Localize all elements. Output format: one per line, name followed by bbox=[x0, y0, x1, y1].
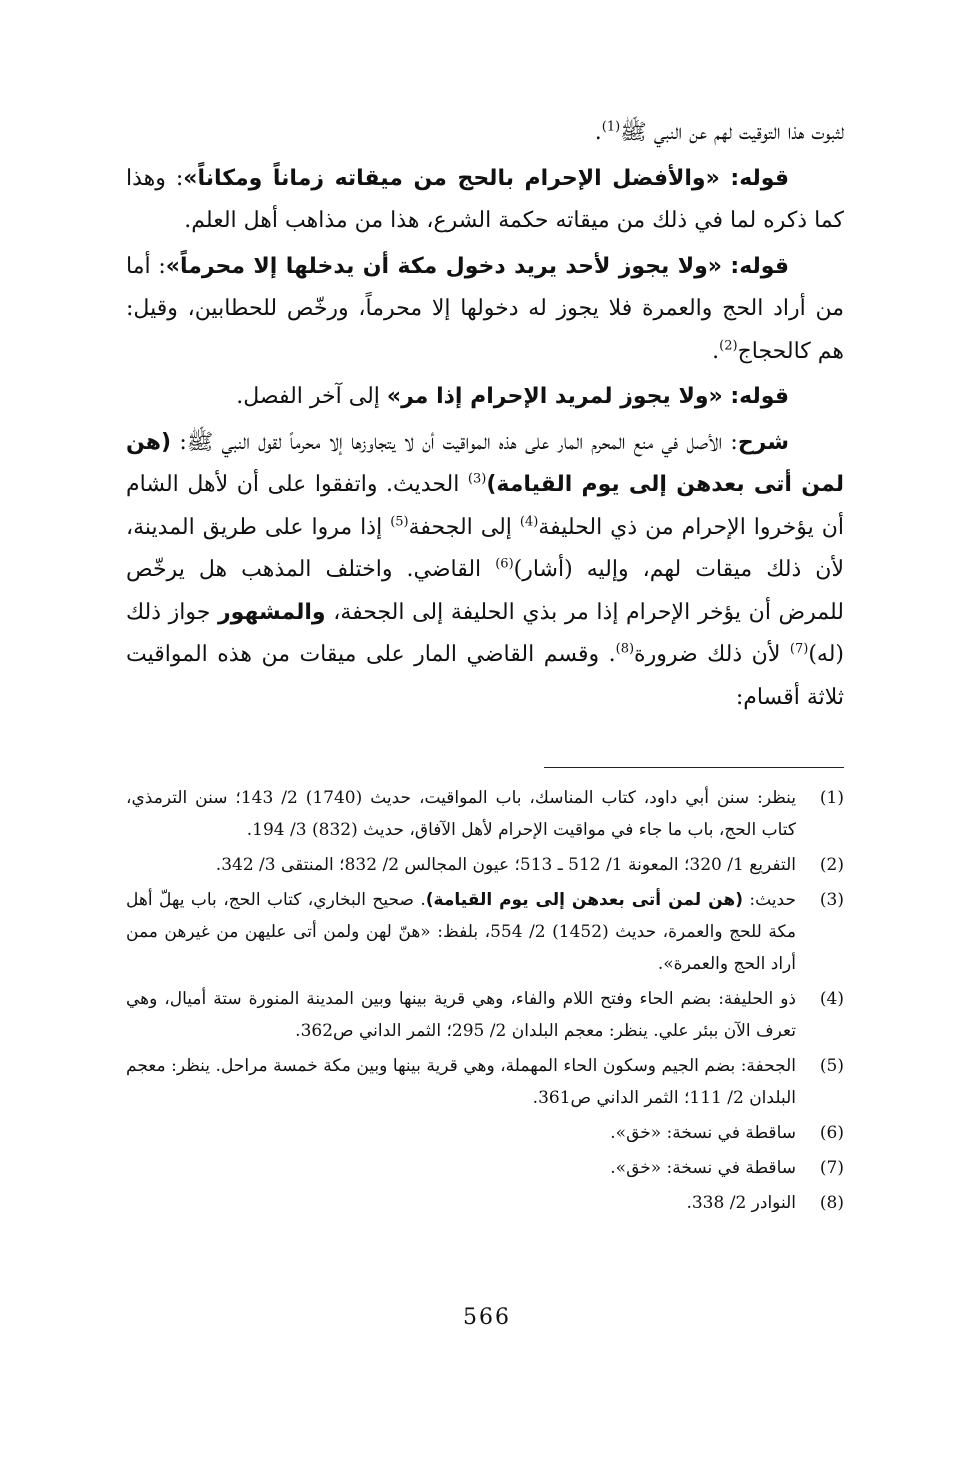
footnote-number: (7) bbox=[819, 1158, 844, 1178]
paragraph-3: قوله: «ولا يجوز لأحد يريد دخول مكة أن يدخلها إلا محرماً»: أما من أراد الحج والعمرة فلا يجوز له دخولها إلا محرماً، ورخّص للحطابين، وقيل: هم كالحجاج$^{(2)}$. bbox=[126, 253, 844, 364]
footnote-ref-2[interactable]: (2) bbox=[719, 338, 738, 354]
footnote-number: (5) bbox=[819, 1056, 844, 1076]
footnote-7 bbox=[126, 1152, 844, 1184]
footnote-text: ذو الحليفة: بضم الحاء وفتح اللام والفاء، وهي قرية بينها وبين المدينة المنورة ستة أميال، وهي تعرف الآن ببئر علي. ينظر: معجم البلدان 2/ 295؛ الثمر الداني ص362. bbox=[126, 989, 796, 1041]
footnote-ref-6[interactable]: (6) bbox=[495, 556, 514, 572]
footnote-text: ينظر: سنن أبي داود، كتاب المناسك، باب المواقيت، حديث (1740) 2/ 143؛ سنن الترمذي، كتاب الحج، باب ما جاء في مواقيت الإحرام لأهل الآفاق، حديث (832) 3/ 194. bbox=[126, 788, 797, 840]
emphasis: والمشهور bbox=[218, 599, 326, 625]
footnote-ref-7[interactable]: (7) bbox=[789, 641, 809, 657]
footnotes bbox=[126, 782, 844, 1222]
footnote-5 bbox=[126, 1050, 844, 1114]
hadith-quote: (هن لمن أتى بعدهن إلى يوم القيامة) bbox=[425, 890, 743, 910]
footnote-number: (3) bbox=[819, 890, 844, 910]
quoted-statement: قوله: «ولا يجوز لأحد يريد دخول مكة أن يدخلها إلا محرماً» bbox=[165, 253, 790, 279]
paragraph-5: شرح: الأصل في منع المحرم المار على هذه المواقيت أن لا يتجاوزها إلا محرماً لقول النبي ﷺ: (هن لمن أتى بعدهن إلى يوم القيامة)$^{(3)}$ الحديث. واتفقوا على أن لأهل الشام أن يؤخروا الإحرام من ذي الحليفة$^{(4)}$ إلى الجحفة$^{(5)}$ إذا مروا على طريق المدينة، لأن ذلك ميقات لهم، وإليه (أشار)$^{(6)}$ القاضي. واختلف المذهب هل يرخّص للمرض أن يؤخر الإحرام إذا مر بذي الحليفة إلى الجحفة، والمشهور جواز ذلك (له)$^{(7)}$ لأن ذلك ضرورة$^{(8)}$. وقسم القاضي المار على ميقات من هذه المواقيت ثلاثة أقسام: bbox=[126, 429, 844, 710]
footnote-number: (2) bbox=[819, 855, 844, 875]
footnote-text: حديث: (هن لمن أتى بعدهن إلى يوم القيامة). صحيح البخاري، كتاب الحج، باب يهلّ أهل مكة للحج والعمرة، حديث (1452) 2/ 554، بلفظ: «هنّ لهن ولمن أتى عليهن من غيرهن ممن أراد الحج والعمرة». bbox=[126, 890, 796, 974]
footnote-text: ساقطة في نسخة: «خق». bbox=[610, 1158, 796, 1178]
footnote-3 bbox=[126, 884, 844, 980]
footnote-number: (6) bbox=[819, 1123, 844, 1143]
page-number: 566 bbox=[463, 1305, 511, 1330]
footnote-text: التفريع 1/ 320؛ المعونة 1/ 512 ـ 513؛ عيون المجالس 2/ 832؛ المنتقى 3/ 342. bbox=[215, 855, 796, 875]
footnote-ref-4[interactable]: (4) bbox=[519, 514, 539, 530]
footnote-number: (8) bbox=[819, 1193, 844, 1213]
paragraph-1: لثبوت هذا التوقيت لهم عن النبي ﷺ$^{(1)}$. bbox=[594, 119, 844, 145]
footnote-4 bbox=[126, 983, 844, 1047]
footnote-ref-1[interactable]: (1) bbox=[601, 119, 621, 135]
main-text bbox=[126, 112, 844, 722]
footnote-number: (4) bbox=[819, 989, 844, 1009]
footnote-number: (1) bbox=[819, 788, 844, 808]
footnote-6 bbox=[126, 1117, 844, 1149]
commentary-label: شرح bbox=[737, 429, 789, 455]
footnote-ref-8[interactable]: (8) bbox=[615, 641, 635, 657]
footnote-text: ساقطة في نسخة: «خق». bbox=[610, 1123, 796, 1143]
footnote-1 bbox=[126, 782, 844, 846]
quoted-statement: قوله: «والأفضل الإحرام بالحج من ميقاته زماناً ومكاناً» bbox=[183, 165, 790, 191]
paragraph-4: قوله: «ولا يجوز لمريد الإحرام إذا مر» إلى آخر الفصل. bbox=[236, 384, 789, 409]
paragraph-2: قوله: «والأفضل الإحرام بالحج من ميقاته زماناً ومكاناً»: وهذا كما ذكره لما في ذلك من ميقاته حكمة الشرع، هذا من مذاهب أهل العلم. bbox=[126, 165, 844, 233]
footnote-text: النوادر 2/ 338. bbox=[686, 1193, 796, 1213]
footnote-ref-5[interactable]: (5) bbox=[390, 514, 409, 530]
footnote-8 bbox=[126, 1187, 844, 1219]
footnote-text: الجحفة: بضم الجيم وسكون الحاء المهملة، وهي قرية بينها وبين مكة خمسة مراحل. ينظر: معجم البلدان 2/ 111؛ الثمر الداني ص361. bbox=[126, 1056, 796, 1108]
footnote-2 bbox=[126, 849, 844, 881]
quoted-statement: قوله: «ولا يجوز لمريد الإحرام إذا مر» bbox=[386, 384, 789, 409]
hadith-quote: (هن لمن أتى بعدهن إلى يوم القيامة) bbox=[126, 429, 844, 497]
footnote-separator bbox=[544, 767, 844, 768]
footnote-ref-3[interactable]: (3) bbox=[467, 471, 487, 487]
